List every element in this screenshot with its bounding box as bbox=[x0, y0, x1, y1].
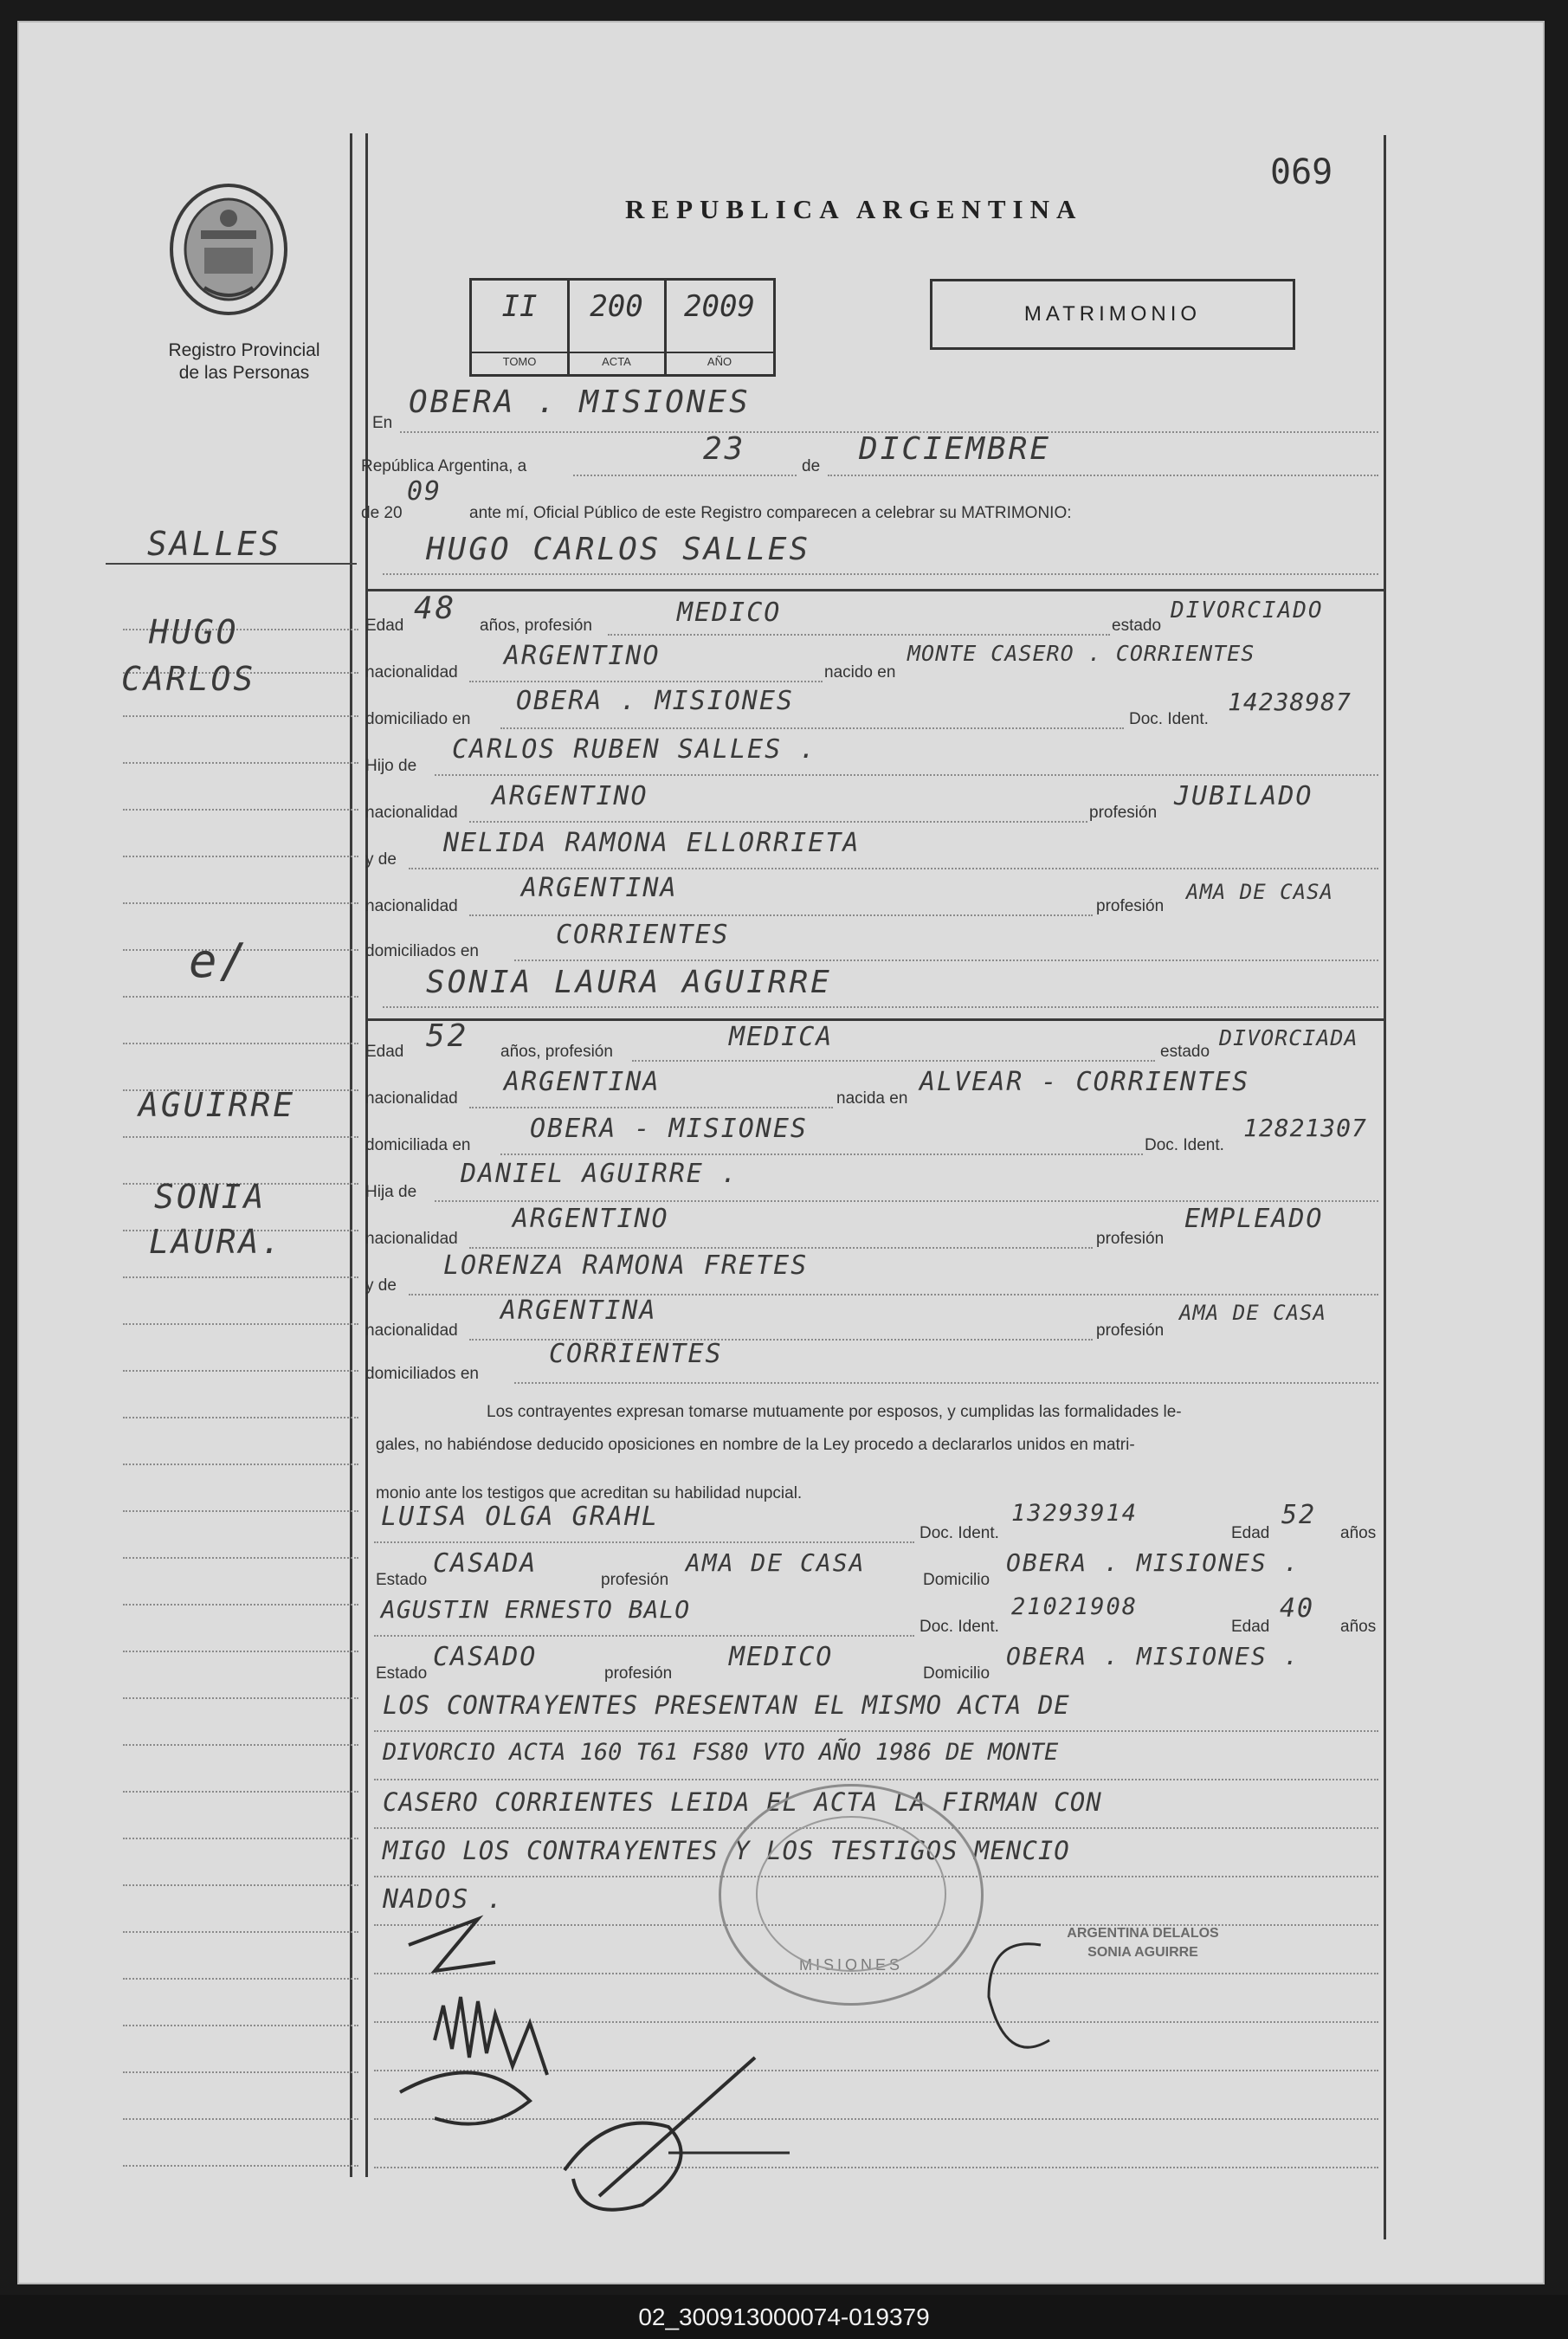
margin-rule bbox=[123, 1323, 358, 1325]
folio-number: 069 bbox=[1270, 152, 1333, 192]
page-title: REPUBLICA ARGENTINA bbox=[625, 194, 1083, 224]
margin-rule bbox=[123, 2118, 358, 2120]
groom-name: HUGO CARLOS SALLES bbox=[426, 532, 811, 567]
witness1-profesion: AMA DE CASA bbox=[686, 1548, 866, 1577]
groom-mother: NELIDA RAMONA ELLORRIETA bbox=[443, 828, 861, 858]
margin-divider bbox=[350, 133, 352, 2177]
section-divider bbox=[365, 589, 1384, 591]
margin-rule bbox=[106, 563, 357, 565]
tomo-acta-ano-box bbox=[469, 278, 776, 377]
notes-line-3: CASERO CORRIENTES LEIDA EL ACTA LA FIRMAN CON bbox=[383, 1787, 1102, 1817]
bride-father-prof-label: profesión bbox=[1096, 1230, 1165, 1248]
bride-parents-dom-label: domiciliados en bbox=[365, 1365, 479, 1383]
dotted-line bbox=[573, 475, 797, 476]
bride-hija-label: Hija de bbox=[365, 1183, 417, 1201]
witness2-estado: CASADO bbox=[433, 1642, 538, 1672]
groom-domicilio: OBERA . MISIONES bbox=[516, 686, 794, 716]
margin-rule bbox=[123, 1370, 358, 1372]
notes-line-2: DIVORCIO ACTA 160 T61 FS80 VTO AÑO 1986 DE MONTE bbox=[383, 1739, 1059, 1766]
de-label: de bbox=[802, 457, 821, 475]
witness2-edad: 40 bbox=[1280, 1593, 1315, 1624]
scan-id-footer: 02_300913000074-019379 bbox=[0, 2295, 1568, 2339]
groom-parents-dom-label: domiciliados en bbox=[365, 942, 479, 960]
dotted-line bbox=[469, 681, 823, 682]
witness1-doc: 13293914 bbox=[1011, 1500, 1139, 1527]
groom-yde-label: y de bbox=[365, 850, 397, 869]
margin-rule bbox=[123, 1931, 358, 1933]
registry-name bbox=[140, 339, 348, 384]
dotted-line bbox=[514, 1382, 1378, 1384]
year-prefix: de 20 bbox=[361, 504, 403, 522]
bride-nacida: ALVEAR - CORRIENTES bbox=[920, 1067, 1250, 1097]
witness1-estado-label: Estado bbox=[376, 1571, 428, 1589]
bride-nacida-label: nacida en bbox=[836, 1089, 908, 1108]
right-border-line bbox=[1384, 135, 1386, 2239]
groom-estado-label: estado bbox=[1112, 617, 1162, 635]
groom-doc-label: Doc. Ident. bbox=[1129, 710, 1209, 728]
margin-rule bbox=[123, 1276, 358, 1278]
margin-rule bbox=[123, 715, 358, 717]
margin-bride-given-1: SONIA bbox=[154, 1178, 267, 1216]
ano-label: AÑO bbox=[666, 352, 773, 368]
republica-label: República Argentina, a bbox=[361, 457, 527, 475]
tomo-cell bbox=[472, 281, 570, 374]
dotted-line bbox=[469, 1107, 833, 1108]
month-value: DICIEMBRE bbox=[859, 431, 1052, 467]
signature-stamp-line-2: SONIA AGUIRRE bbox=[1087, 1945, 1198, 1960]
tomo-label: TOMO bbox=[472, 352, 567, 368]
bride-anos-profesion-label: años, profesión bbox=[500, 1043, 613, 1061]
groom-edad-label: Edad bbox=[365, 617, 404, 635]
acta-value: 200 bbox=[590, 289, 643, 324]
margin-rule bbox=[123, 1838, 358, 1839]
dotted-line bbox=[469, 1247, 1093, 1249]
groom-father-nac: ARGENTINO bbox=[492, 781, 648, 811]
witness2-anos-label: años bbox=[1340, 1618, 1377, 1636]
groom-mother-prof-label: profesión bbox=[1096, 897, 1165, 915]
margin-conjunction: e/ bbox=[189, 934, 251, 988]
bride-doc-label: Doc. Ident. bbox=[1145, 1136, 1224, 1154]
margin-rule bbox=[123, 902, 358, 904]
groom-hijo-label: Hijo de bbox=[365, 757, 417, 775]
margin-rule bbox=[123, 1884, 358, 1886]
bride-yde-label: y de bbox=[365, 1276, 397, 1295]
dotted-line bbox=[608, 634, 1110, 636]
bride-dom-label: domiciliada en bbox=[365, 1136, 471, 1154]
margin-rule bbox=[123, 1651, 358, 1652]
register-page bbox=[17, 21, 1545, 2284]
dotted-line bbox=[374, 1730, 1378, 1732]
bride-father-nac: ARGENTINO bbox=[513, 1204, 669, 1234]
notes-line-5: NADOS . bbox=[383, 1884, 505, 1915]
province-emblem-icon bbox=[161, 178, 296, 317]
bride-father-nac-label: nacionalidad bbox=[365, 1230, 458, 1248]
margin-rule bbox=[123, 1136, 358, 1138]
dotted-line bbox=[374, 1635, 914, 1637]
bride-nac-label: nacionalidad bbox=[365, 1089, 458, 1108]
groom-dom-label: domiciliado en bbox=[365, 710, 471, 728]
dotted-line bbox=[374, 1779, 1378, 1780]
bride-mother-nac-label: nacionalidad bbox=[365, 1321, 458, 1340]
groom-edad: 48 bbox=[414, 591, 457, 626]
comparecen-text: ante mí, Oficial Público de este Registro comparecen a celebrar su MATRIMONIO: bbox=[469, 504, 1072, 522]
margin-rule bbox=[123, 1463, 358, 1465]
dotted-line bbox=[383, 573, 1378, 575]
bride-mother-prof-label: profesión bbox=[1096, 1321, 1165, 1340]
groom-father-nac-label: nacionalidad bbox=[365, 804, 458, 822]
margin-rule bbox=[123, 1417, 358, 1418]
declaration-line-3: monio ante los testigos que acreditan su habilidad nupcial. bbox=[376, 1484, 803, 1502]
bride-edad: 52 bbox=[426, 1018, 469, 1054]
groom-father: CARLOS RUBEN SALLES . bbox=[452, 734, 817, 765]
witness1-edad: 52 bbox=[1281, 1500, 1317, 1530]
groom-estado: DIVORCIADO bbox=[1171, 598, 1324, 624]
witness1-dom-label: Domicilio bbox=[923, 1571, 990, 1589]
dotted-line bbox=[469, 914, 1093, 916]
witness2-profesion: MEDICO bbox=[729, 1642, 834, 1672]
margin-rule bbox=[123, 1604, 358, 1606]
notes-line-4: MIGO LOS CONTRAYENTES Y LOS TESTIGOS MENCIO bbox=[383, 1836, 1070, 1865]
witness2-doc: 21021908 bbox=[1011, 1593, 1139, 1620]
margin-rule bbox=[123, 2071, 358, 2073]
groom-nacionalidad: ARGENTINO bbox=[504, 641, 661, 671]
margin-rule bbox=[123, 2025, 358, 2026]
witness1-estado: CASADA bbox=[433, 1548, 538, 1579]
witness2-edad-label: Edad bbox=[1231, 1618, 1270, 1636]
margin-rule bbox=[123, 809, 358, 811]
margin-divider-inner bbox=[365, 133, 368, 2177]
dotted-line bbox=[383, 1006, 1378, 1008]
en-label: En bbox=[372, 414, 393, 432]
witness1-anos-label: años bbox=[1340, 1524, 1377, 1542]
groom-mother-prof: AMA DE CASA bbox=[1186, 880, 1333, 904]
groom-father-prof-label: profesión bbox=[1089, 804, 1158, 822]
groom-profesion: MEDICO bbox=[677, 598, 782, 628]
margin-groom-given-2: CARLOS bbox=[121, 660, 256, 698]
margin-rule bbox=[123, 856, 358, 857]
margin-rule bbox=[123, 1791, 358, 1793]
margin-rule bbox=[123, 762, 358, 764]
groom-nacido: MONTE CASERO . CORRIENTES bbox=[907, 641, 1255, 666]
dotted-line bbox=[435, 774, 1378, 776]
dotted-line bbox=[435, 1200, 1378, 1202]
witness2-prof-label: profesión bbox=[604, 1664, 673, 1683]
registry-line-2: de las Personas bbox=[178, 363, 310, 383]
bride-mother: LORENZA RAMONA FRETES bbox=[443, 1250, 809, 1281]
dotted-line bbox=[500, 1153, 1143, 1155]
margin-rule bbox=[123, 1978, 358, 1980]
declaration-line-1: Los contrayentes expresan tomarse mutuamente por esposos, y cumplidas las formalidades le- bbox=[487, 1403, 1182, 1421]
dotted-line bbox=[828, 475, 1378, 476]
seal-stamp-text: MISIONES bbox=[798, 1956, 903, 1974]
bride-estado-label: estado bbox=[1160, 1043, 1210, 1061]
acta-cell bbox=[569, 281, 667, 374]
section-divider bbox=[365, 1018, 1384, 1021]
signatures-image bbox=[383, 1893, 1075, 2239]
bride-doc: 12821307 bbox=[1243, 1114, 1367, 1142]
witness1-domicilio: OBERA . MISIONES . bbox=[1006, 1548, 1300, 1577]
margin-rule bbox=[123, 1697, 358, 1699]
dotted-line bbox=[409, 868, 1378, 869]
witness2-domicilio: OBERA . MISIONES . bbox=[1006, 1642, 1300, 1670]
bride-name: SONIA LAURA AGUIRRE bbox=[426, 965, 832, 1000]
margin-bride-surname: AGUIRRE bbox=[139, 1086, 296, 1124]
record-type-box: MATRIMONIO bbox=[930, 279, 1295, 350]
groom-nac-label: nacionalidad bbox=[365, 663, 458, 682]
witness2-name: AGUSTIN ERNESTO BALO bbox=[381, 1595, 691, 1624]
dotted-line bbox=[514, 960, 1378, 961]
margin-rule bbox=[123, 1043, 358, 1044]
margin-rule bbox=[123, 2165, 358, 2167]
bride-parents-dom: CORRIENTES bbox=[549, 1339, 723, 1369]
signature-stamp-line-1: ARGENTINA DELALOS bbox=[1067, 1926, 1219, 1941]
bride-father-prof: EMPLEADO bbox=[1184, 1204, 1324, 1234]
witness2-dom-label: Domicilio bbox=[923, 1664, 990, 1683]
witness2-doc-label: Doc. Ident. bbox=[920, 1618, 999, 1636]
tomo-value: II bbox=[501, 289, 538, 324]
registry-line-1: Registro Provincial bbox=[168, 340, 320, 360]
witness2-estado-label: Estado bbox=[376, 1664, 428, 1683]
ano-value: 2009 bbox=[684, 289, 755, 324]
witness1-name: LUISA OLGA GRAHL bbox=[381, 1502, 659, 1532]
bride-father: DANIEL AGUIRRE . bbox=[461, 1159, 739, 1189]
bride-mother-prof: AMA DE CASA bbox=[1179, 1301, 1326, 1325]
bride-edad-label: Edad bbox=[365, 1043, 404, 1061]
witness1-edad-label: Edad bbox=[1231, 1524, 1270, 1542]
groom-nacido-label: nacido en bbox=[824, 663, 896, 682]
margin-rule bbox=[123, 1510, 358, 1512]
place-value: OBERA . MISIONES bbox=[409, 384, 751, 420]
groom-parents-dom: CORRIENTES bbox=[556, 920, 730, 950]
witness1-doc-label: Doc. Ident. bbox=[920, 1524, 999, 1542]
day-value: 23 bbox=[703, 431, 746, 467]
bride-mother-nac: ARGENTINA bbox=[500, 1295, 657, 1326]
groom-mother-nac: ARGENTINA bbox=[521, 873, 678, 903]
bride-profesion: MEDICA bbox=[729, 1022, 834, 1052]
margin-rule bbox=[123, 996, 358, 998]
margin-groom-surname: SALLES bbox=[147, 525, 282, 563]
margin-rule bbox=[123, 1557, 358, 1559]
declaration-line-2: gales, no habiéndose deducido oposiciones en nombre de la Ley procedo a declararlos unidos en matri- bbox=[376, 1436, 1135, 1454]
groom-father-prof: JUBILADO bbox=[1174, 781, 1313, 811]
notes-line-1: LOS CONTRAYENTES PRESENTAN EL MISMO ACTA DE bbox=[383, 1690, 1070, 1720]
dotted-line bbox=[374, 1541, 914, 1543]
witness1-prof-label: profesión bbox=[601, 1571, 669, 1589]
year-value: 09 bbox=[407, 476, 442, 507]
dotted-line bbox=[469, 821, 1087, 823]
groom-doc: 14238987 bbox=[1228, 688, 1352, 716]
groom-mother-nac-label: nacionalidad bbox=[365, 897, 458, 915]
bride-estado: DIVORCIADA bbox=[1219, 1025, 1358, 1050]
margin-rule bbox=[123, 1744, 358, 1746]
margin-bride-given-2: LAURA. bbox=[149, 1223, 284, 1261]
dotted-line bbox=[632, 1060, 1155, 1062]
acta-label: ACTA bbox=[569, 352, 664, 368]
dotted-line bbox=[500, 727, 1124, 729]
groom-anos-profesion-label: años, profesión bbox=[480, 617, 592, 635]
bride-domicilio: OBERA - MISIONES bbox=[530, 1114, 808, 1144]
bride-nacionalidad: ARGENTINA bbox=[504, 1067, 661, 1097]
ano-cell bbox=[666, 281, 773, 374]
margin-groom-given-1: HUGO bbox=[149, 613, 239, 651]
